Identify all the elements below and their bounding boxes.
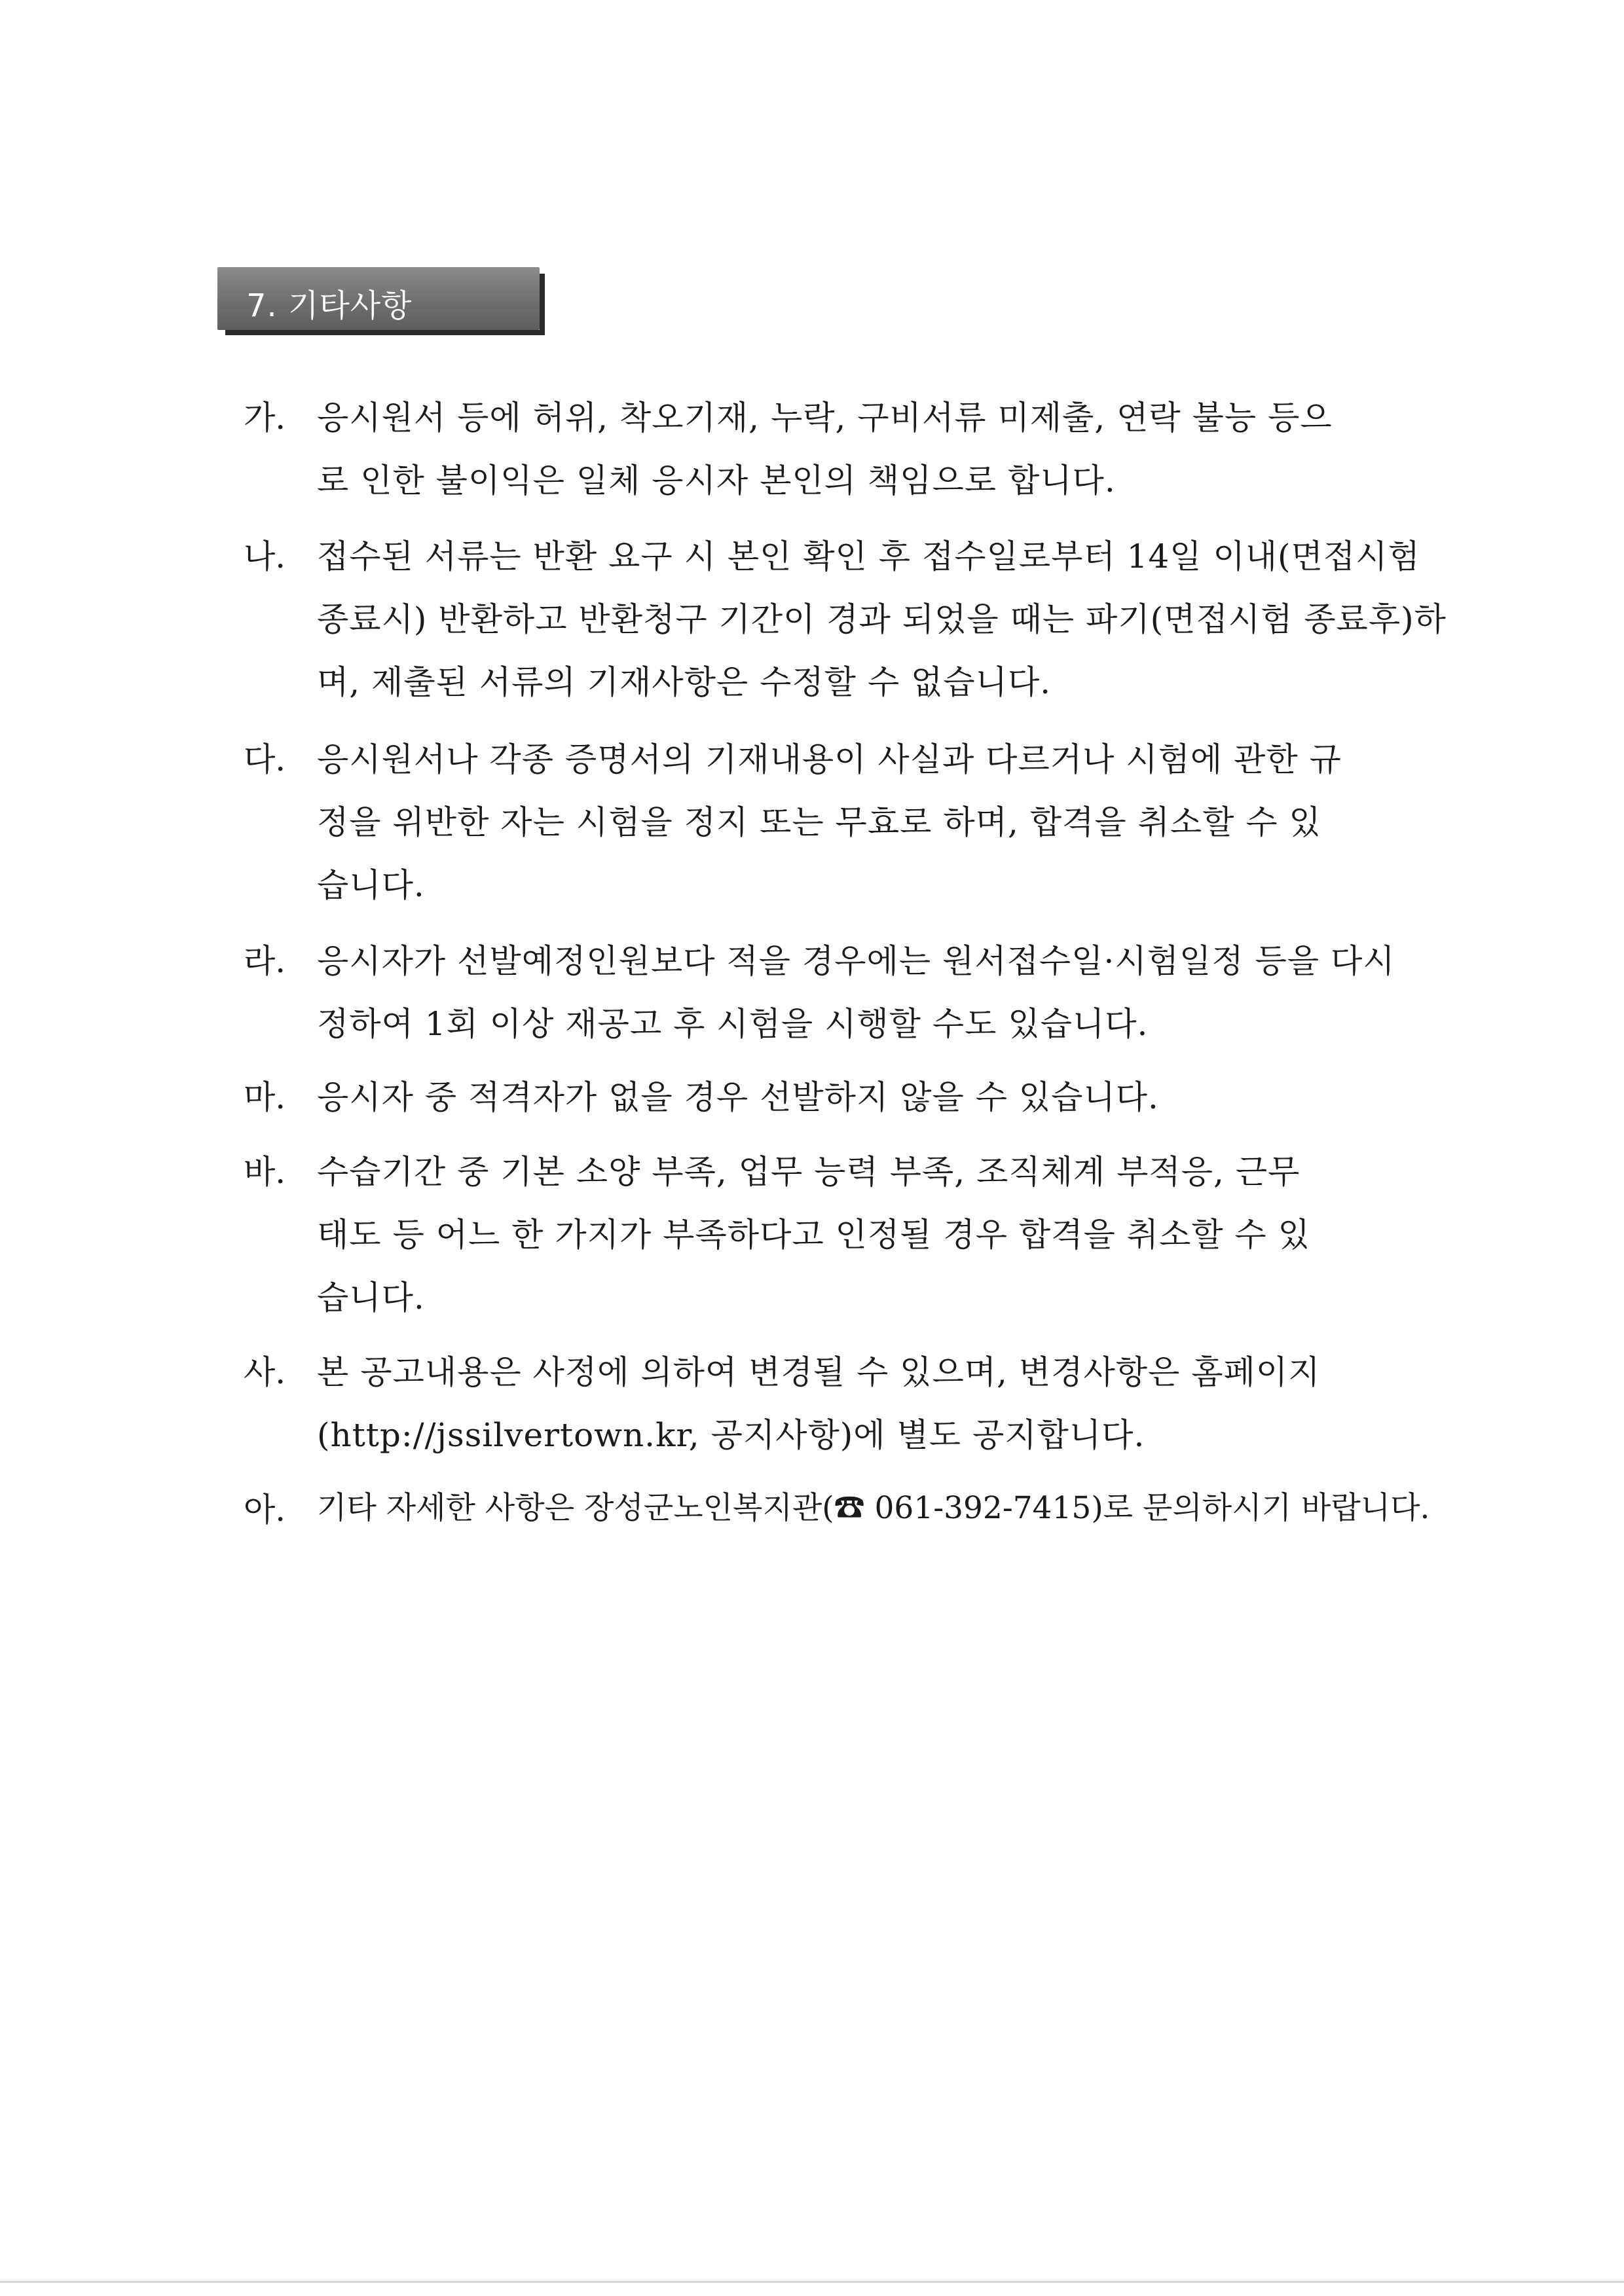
section-header-shadow-bottom [225,330,545,335]
item-line: (http://jssilvertown.kr, 공지사항)에 별도 공지합니다. [317,1416,1145,1454]
item-line: 정을 위반한 자는 시험을 정지 또는 무효로 하며, 합격을 취소할 수 있 [317,803,1321,841]
item-line: 습니다. [317,1279,425,1317]
item-marker: 바. [244,1153,286,1191]
item-line: 며, 제출된 서류의 기재사항은 수정할 수 없습니다. [317,663,1052,701]
section-header [217,267,545,335]
page-bottom-rule [0,2281,1624,2283]
item-line: 종료시) 반환하고 반환청구 기간이 경과 되었을 때는 파기(면접시험 종료후)하 [317,600,1447,638]
item-marker: 가. [244,399,286,437]
section-header-shadow [540,274,545,335]
item-marker: 나. [244,538,286,575]
item-line: 응시자 중 적격자가 없을 경우 선발하지 않을 수 있습니다. [317,1078,1159,1116]
item-line: 태도 등 어느 한 가지가 부족하다고 인정될 경우 합격을 취소할 수 있 [317,1216,1310,1254]
item-line: 로 인한 불이익은 일체 응시자 본인의 책임으로 합니다. [317,462,1116,500]
item-line: 접수된 서류는 반환 요구 시 본인 확인 후 접수일로부터 14일 이내(면접시험 [317,538,1420,575]
item-marker: 다. [244,740,286,778]
item-marker: 사. [244,1353,286,1391]
item-line: 정하여 1회 이상 재공고 후 시험을 시행할 수도 있습니다. [317,1005,1149,1043]
item-line: 응시원서나 각종 증명서의 기재내용이 사실과 다르거나 시험에 관한 규 [317,740,1342,778]
item-marker: 라. [244,942,286,980]
item-line: 기타 자세한 사항은 장성군노인복지관(☎ 061-392-7415)로 문의하시기 바랍니다. [317,1490,1430,1526]
item-line: 수습기간 중 기본 소양 부족, 업무 능력 부족, 조직체계 부적응, 근무 [317,1153,1301,1191]
item-marker: 아. [244,1491,286,1529]
item-line: 응시원서 등에 허위, 착오기재, 누락, 구비서류 미제출, 연락 불능 등으 [317,399,1333,437]
item-line: 응시자가 선발예정인원보다 적을 경우에는 원서접수일·시험일정 등을 다시 [317,942,1395,980]
section-title: 7. 기타사항 [246,287,413,324]
item-line: 습니다. [317,866,425,904]
item-marker: 마. [244,1078,286,1116]
item-line: 본 공고내용은 사정에 의하여 변경될 수 있으며, 변경사항은 홈페이지 [317,1353,1321,1391]
